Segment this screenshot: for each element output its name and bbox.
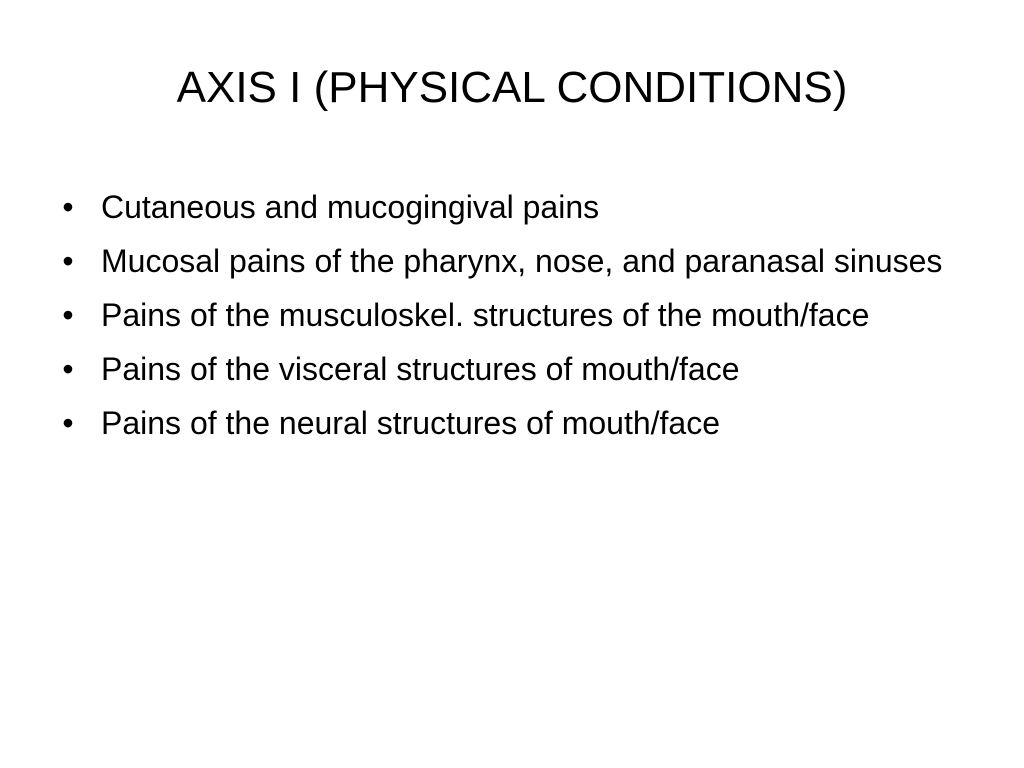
bullet-item [58, 399, 958, 447]
bullet-text: Pains of the visceral structures of mouth/face [101, 351, 740, 387]
bullet-item [58, 291, 958, 339]
bullet-item [58, 345, 958, 393]
bullet-icon: • [62, 243, 74, 279]
bullet-text: Mucosal pains of the pharynx, nose, and paranasal sinuses [101, 243, 943, 279]
bullet-icon: • [62, 297, 74, 333]
bullet-text: Cutaneous and mucogingival pains [101, 189, 600, 225]
bullet-list [58, 183, 958, 453]
bullet-icon: • [62, 405, 74, 441]
bullet-item [58, 237, 958, 285]
bullet-icon: • [62, 189, 74, 225]
bullet-icon: • [62, 351, 74, 387]
bullet-text: Pains of the musculoskel. structures of the mouth/face [101, 297, 870, 333]
bullet-text: Pains of the neural structures of mouth/face [101, 405, 720, 441]
bullet-item [58, 183, 958, 231]
slide-title: AXIS I (PHYSICAL CONDITIONS) [176, 63, 848, 112]
